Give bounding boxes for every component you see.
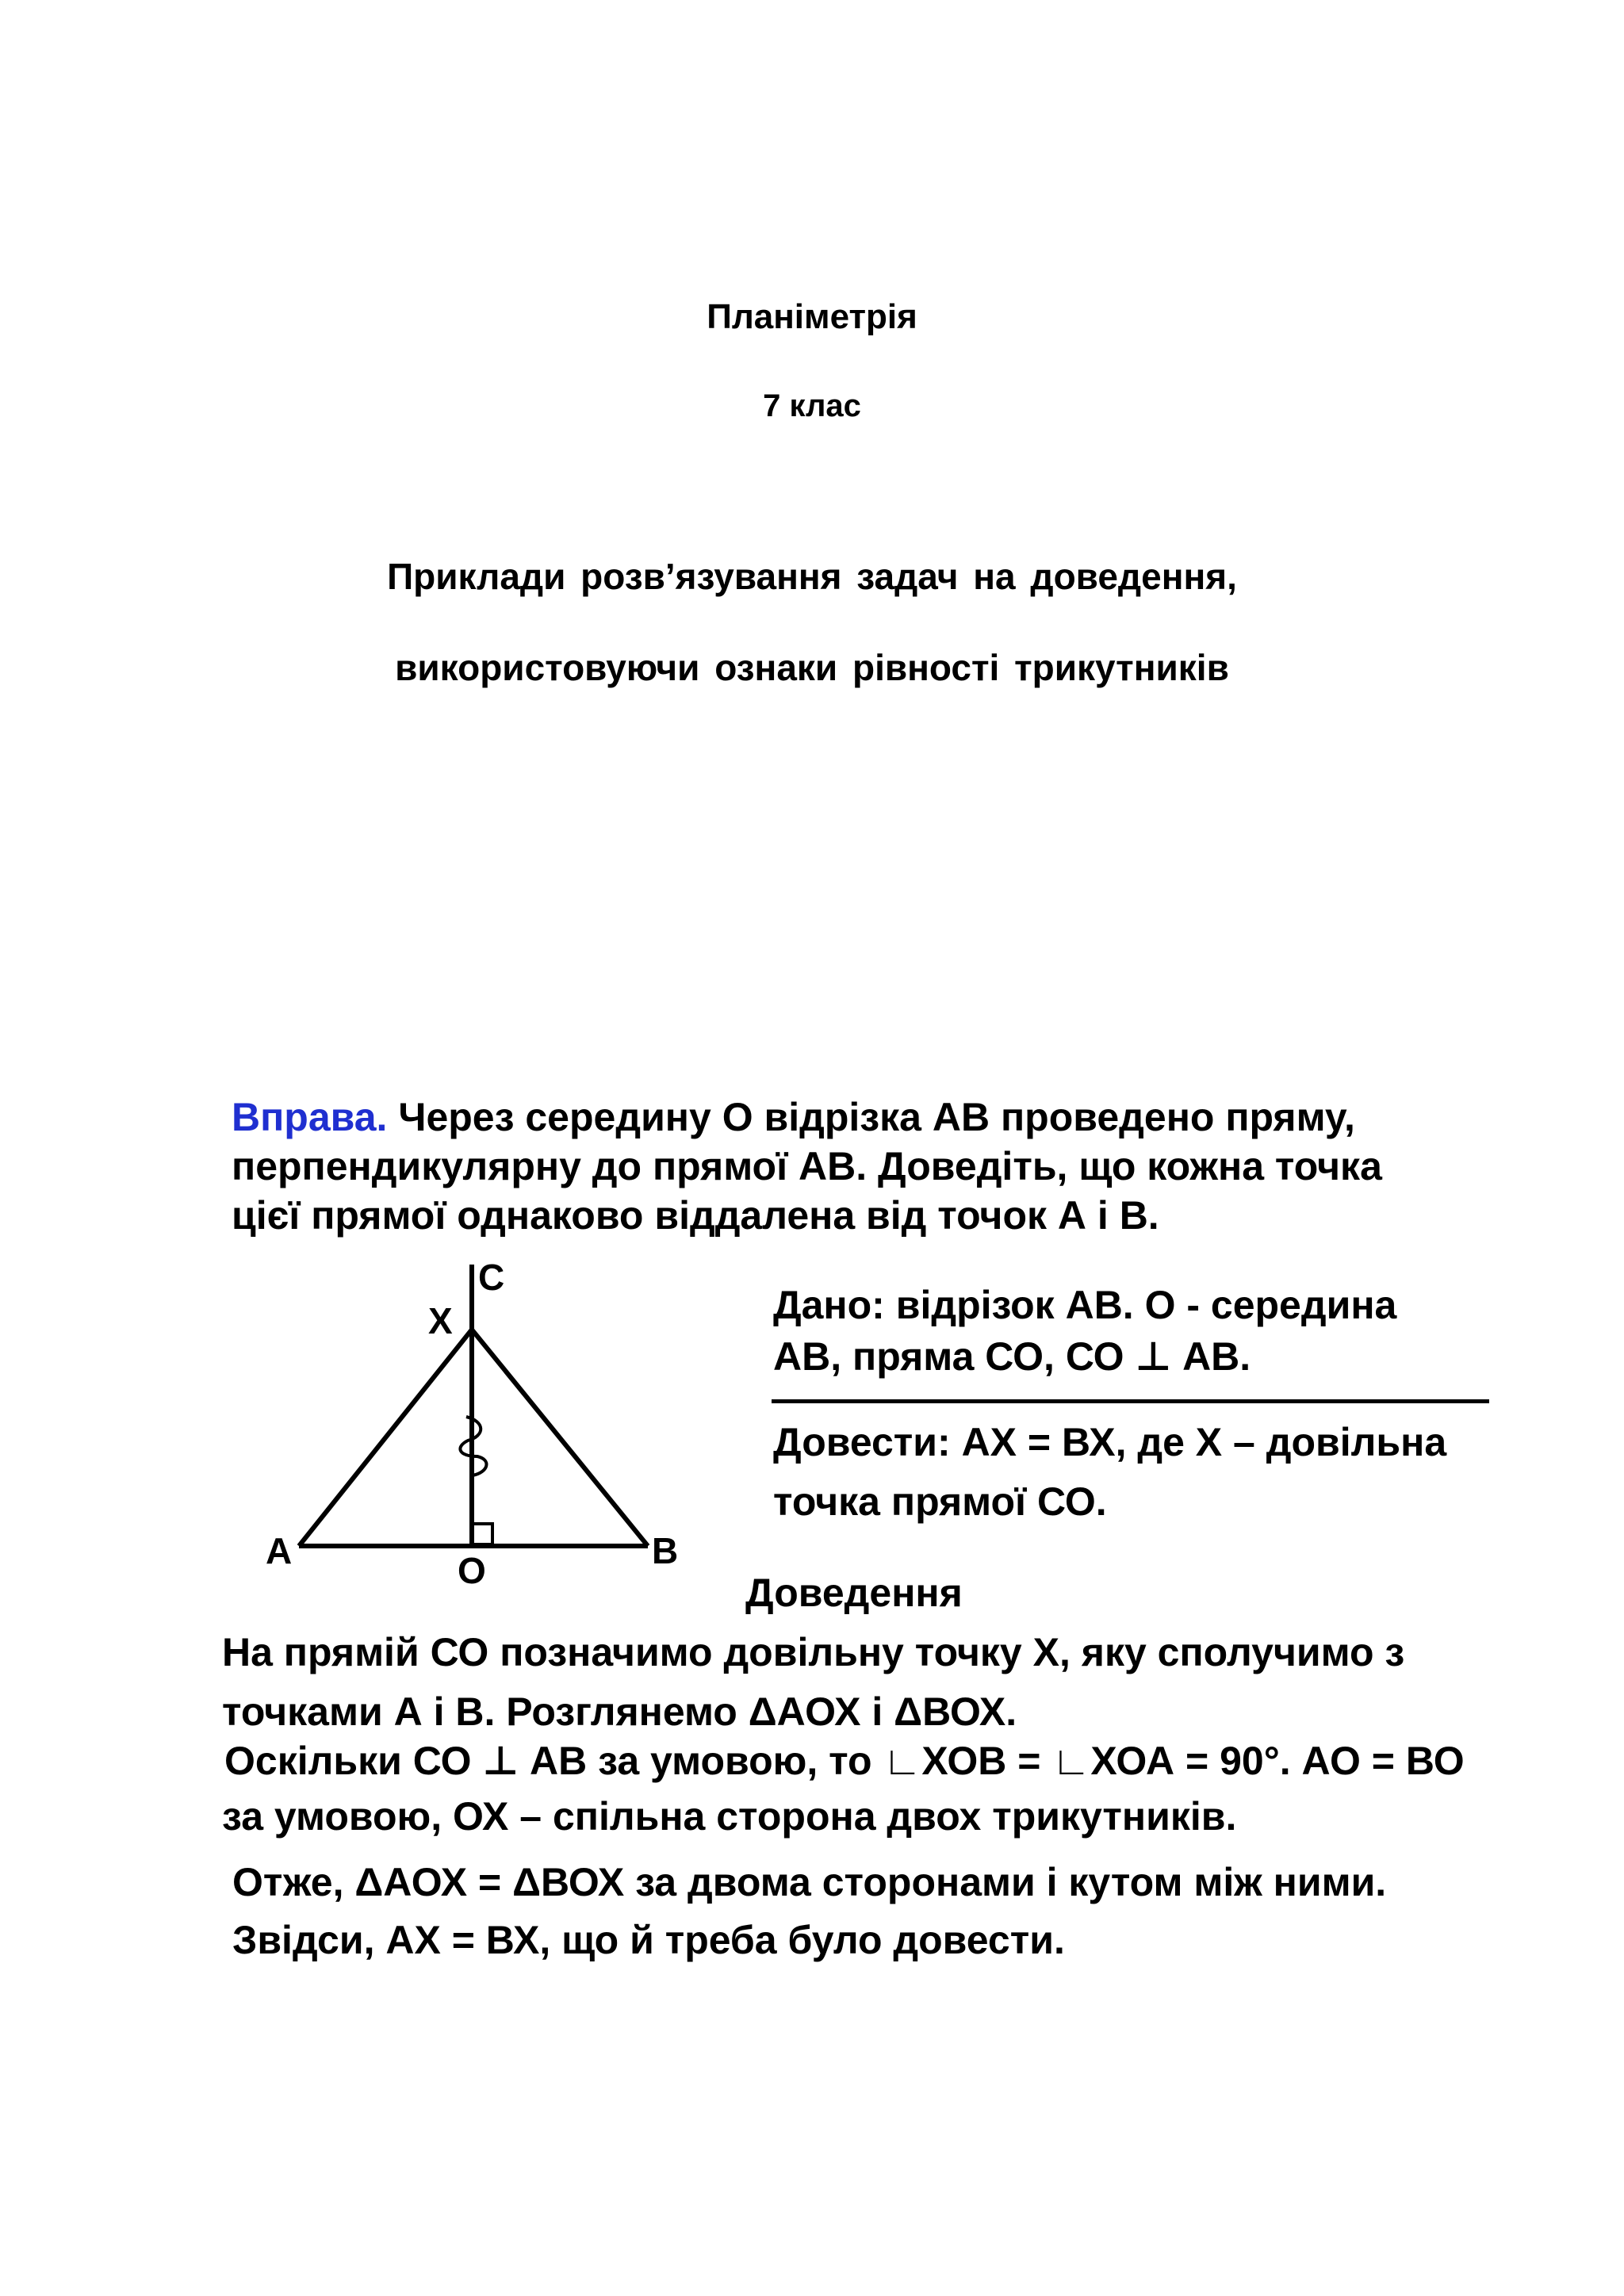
label-point-b: B (652, 1530, 679, 1571)
proof-line3: Оскільки СО ⊥ АВ за умовою, то ∟ХОВ = ∟ХОА = 90°. АО = ВО (224, 1739, 1465, 1783)
proof-title: Доведення (745, 1571, 963, 1615)
prove-line1: Довести: АХ = ВХ, де Х – довільна (773, 1420, 1447, 1464)
given-line2: АВ, пряма СО, СО ⊥ АВ. (773, 1334, 1251, 1379)
page-title: Планіметрія (707, 297, 917, 336)
triangle-diagram (254, 1249, 730, 1598)
label-point-o: O (458, 1550, 486, 1591)
label-point-x: X (428, 1300, 453, 1341)
proof-line5: Отже, ΔАОХ = ΔВОХ за двома сторонами і кутом між ними. (232, 1860, 1387, 1904)
proof-line6: Звідси, АХ = ВХ, що й треба було довести. (232, 1918, 1065, 1962)
proof-line1: На прямій СО позначимо довільну точку Х, яку сполучимо з (222, 1630, 1405, 1674)
prove-line2: точка прямої СО. (773, 1479, 1107, 1524)
proof-line2: точками А і В. Розглянемо ΔАОХ і ΔВОХ. (222, 1689, 1017, 1734)
section-heading-line2: використовуючи ознаки рівності трикутників (395, 647, 1229, 688)
divider-rule (772, 1399, 1489, 1403)
segment-ax (299, 1330, 472, 1546)
task-text-line3: цієї прямої однаково віддалена від точок А і В. (232, 1193, 1159, 1238)
given-line1: Дано: відрізок АВ. О - середина (773, 1283, 1397, 1327)
task-line1 (232, 1094, 1355, 1140)
task-text-line2: перпендикулярну до прямої АВ. Доведіть, що кожна точка (232, 1144, 1382, 1188)
right-angle-marker (472, 1524, 492, 1544)
label-point-a: A (266, 1530, 293, 1571)
label-point-c: C (478, 1257, 505, 1298)
proof-line4: за умовою, ОХ – спільна сторона двох трикутників. (222, 1794, 1237, 1839)
section-heading-line1: Приклади розв’язування задач на доведення, (387, 556, 1237, 597)
segment-bx (472, 1330, 648, 1546)
task-label: Вправа. (232, 1095, 388, 1139)
task-text-line1: Через середину О відрізка АВ проведено пряму, (387, 1095, 1355, 1139)
grade-label: 7 клас (763, 388, 861, 423)
